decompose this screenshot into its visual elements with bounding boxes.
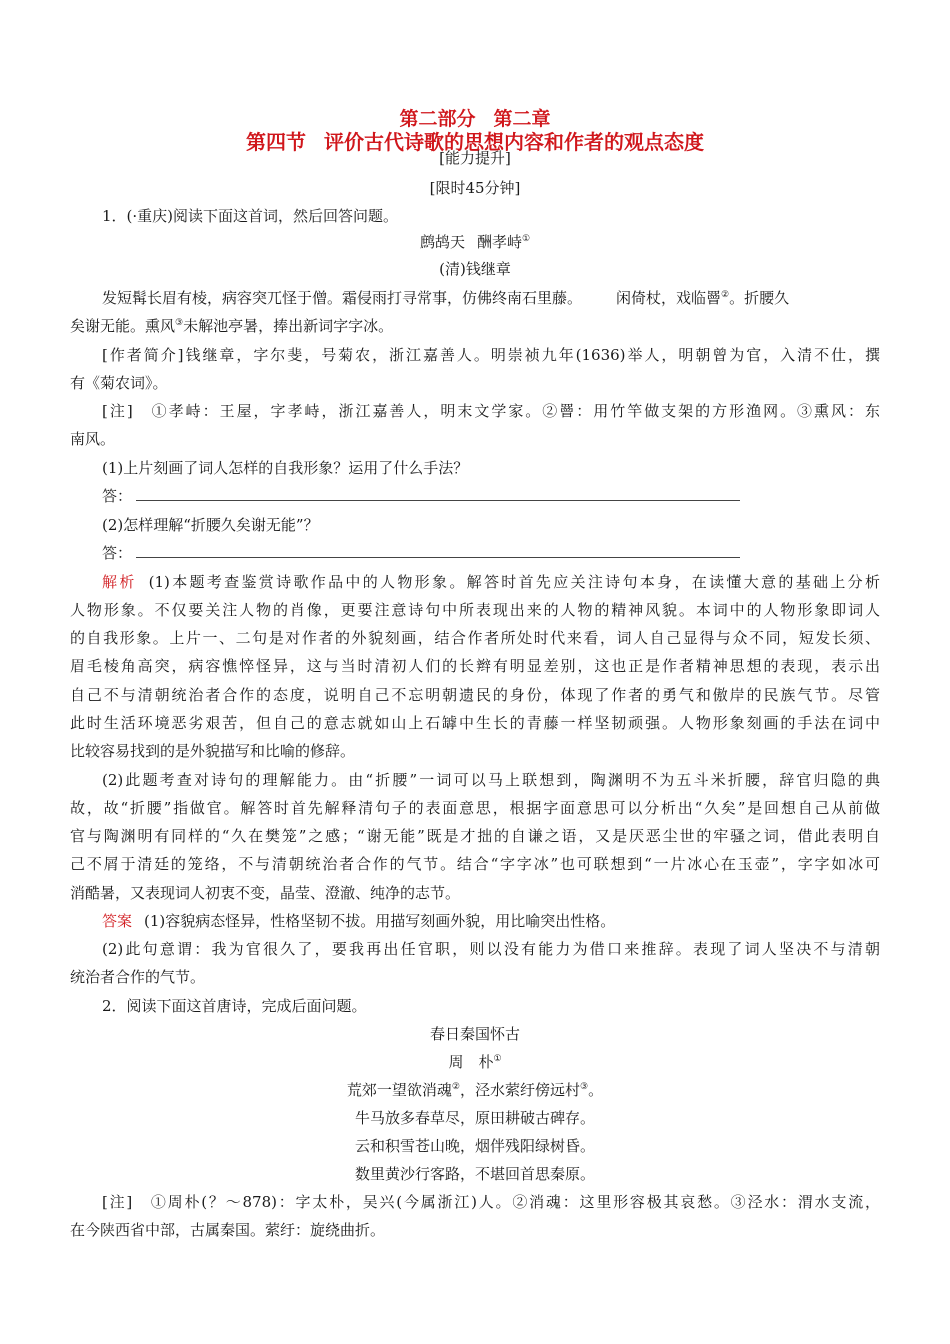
analysis-line: 消酷暑，又表现词人初衷不变，晶莹、澄澈、纯净的志节。 <box>70 884 461 902</box>
q2-notes: 在今陕西省中部，古属秦国。萦纡：旋绕曲折。 <box>70 1221 386 1239</box>
chapter-label: 第二章 <box>493 108 551 130</box>
q2-poem-line: 牛马放多春草尽，原田耕破古碑存。 <box>354 1109 595 1127</box>
footnote-marker: ③ <box>580 1082 589 1092</box>
time-limit: [限时45分钟] <box>429 179 521 197</box>
analysis-line: 己不屑于清廷的笼络，不与清朝统治者合作的气节。结合“字字冰”也可联想到“一片冰心在玉壶”，字字如冰可 <box>70 855 880 873</box>
answer-tag: 答案 <box>102 912 133 930</box>
q1-notes: 南风。 <box>70 430 116 448</box>
section-label: 第四节 <box>246 130 306 154</box>
q1-poem-title <box>0 232 950 252</box>
answer-blank-line[interactable] <box>136 500 740 501</box>
q1-answer-line-1 <box>102 486 880 506</box>
analysis-tag: 解析 <box>102 573 137 591</box>
q2-poem-title: 春日秦国怀古 <box>429 1025 520 1043</box>
answer-line: (2)此句意谓：我为官很久了，要我再出任官职，则以没有能力为借口来推辞。表现了词人坚决不与清朝 <box>102 940 880 958</box>
analysis-line: 此时生活环境恶劣艰苦，但自己的意志就如山上石罅中生长的青藤一样坚韧顽强。人物形象刻画的手法在词中 <box>70 714 880 732</box>
answer-label: 答： <box>102 487 133 505</box>
analysis-line: 眉毛棱角高突，病容憔悴怪异，这与当时清初人们的长辫有明显差别，这也正是作者精神思想的表现，表示出 <box>70 657 880 675</box>
q1-poem-author: (清)钱继章 <box>439 260 511 278</box>
q1-notes: [注] ①孝峙：王屋，字孝峙，浙江嘉善人，明末文学家。②罾：用竹竿做支架的方形渔网。③熏风：东 <box>102 402 880 420</box>
subtitle: [能力提升] <box>439 149 511 167</box>
analysis-line: 解析 (1)本题考查鉴赏诗歌作品中的人物形象。解答时首先应关注诗句本身，在读懂大意的基础上分析 <box>102 573 880 591</box>
section-title: 评价古代诗歌的思想内容和作者的观点态度 <box>324 130 704 154</box>
answer-blank-line[interactable] <box>136 557 740 558</box>
q2-poem-line: 云和积雪苍山晚，烟伴残阳绿树昏。 <box>354 1137 595 1155</box>
q2-poem-line: 荒郊一望欲消魂②，泾水萦纡傍远村③。 <box>346 1081 604 1099</box>
q2-poem-author: 周 朴① <box>448 1053 502 1071</box>
analysis-line: 官与陶渊明有同样的“久在樊笼”之感；“谢无能”既是才拙的自谦之语，又是厌恶尘世的牢骚之词，借此表明自 <box>70 827 880 845</box>
analysis-line: 自己不与清朝统治者合作的态度，说明自己不忘明朝遗民的身份，体现了作者的勇气和傲岸的民族气节。尽管 <box>70 686 880 704</box>
footnote-marker: ③ <box>175 318 184 328</box>
q1-poem-body-line: 发短髯长眉有棱，病容突兀怪于僧。霜侵雨打寻常事，仿佛终南石里藤。 闲倚杖，戏临罾②。折腰久 <box>102 289 790 307</box>
answer-line: 答案 (1)容貌病态怪异，性格坚韧不拔。用描写刻画外貌，用比喻突出性格。 <box>102 912 616 930</box>
q1-intro: 1．(·重庆)阅读下面这首词，然后回答问题。 <box>102 207 399 225</box>
q2-poem-line: 数里黄沙行客路，不堪回首思秦原。 <box>354 1165 595 1183</box>
answer-label: 答： <box>102 544 133 562</box>
q1-poem-body-line: 矣谢无能。熏风③未解池亭暑，捧出新词字字冰。 <box>70 317 394 335</box>
footnote-marker: ① <box>521 234 531 244</box>
q1-author-bio: [作者简介]钱继章，字尔斐，号菊农，浙江嘉善人。明崇祯九年(1636)举人，明朝曾为官，入清不仕，撰 <box>102 346 880 364</box>
footnote-marker: ② <box>721 290 730 300</box>
analysis-line: 比较容易找到的是外貌描写和比喻的修辞。 <box>70 742 356 760</box>
analysis-line: 的自我形象。上片一、二句是对作者的外貌刻画，结合作者所处时代来看，词人自己显得与众不同，短发长须、 <box>70 629 880 647</box>
q1-author-bio: 有《菊农词》。 <box>70 374 168 392</box>
q1-subquestion-2: (2)怎样理解“折腰久矣谢无能”？ <box>102 516 319 534</box>
analysis-line: 故，故“折腰”指做官。解答时首先解释清句子的表面意思，根据字面意思可以分析出“久矣”是回想自己从前做 <box>70 799 880 817</box>
analysis-line: (2)此题考查对诗句的理解能力。由“折腰”一词可以马上联想到，陶渊明不为五斗米折腰，辞官归隐的典 <box>102 771 880 789</box>
q1-poem-subtitle: 酬孝峙 <box>476 233 522 251</box>
footnote-marker: ② <box>451 1082 460 1092</box>
answer-line: 统治者合作的气节。 <box>70 968 206 986</box>
footnote-marker: ① <box>493 1054 502 1064</box>
q1-subquestion-1: (1)上片刻画了词人怎样的自我形象？运用了什么手法？ <box>102 459 469 477</box>
q1-poem-name: 鹧鸪天 <box>419 233 465 251</box>
part-label: 第二部分 <box>399 108 476 130</box>
q2-intro: 2．阅读下面这首唐诗，完成后面问题。 <box>102 997 367 1015</box>
q2-notes: [注] ①周朴(？～878)：字太朴，吴兴(今属浙江)人。②消魂：这里形容极其哀愁。③泾水：渭水支流， <box>102 1193 880 1211</box>
analysis-line: 人物形象。不仅要关注人物的肖像，更要注意诗句中所表现出来的人物的精神风貌。本词中的人物形象即词人 <box>70 601 880 619</box>
q1-answer-line-2 <box>102 543 880 563</box>
